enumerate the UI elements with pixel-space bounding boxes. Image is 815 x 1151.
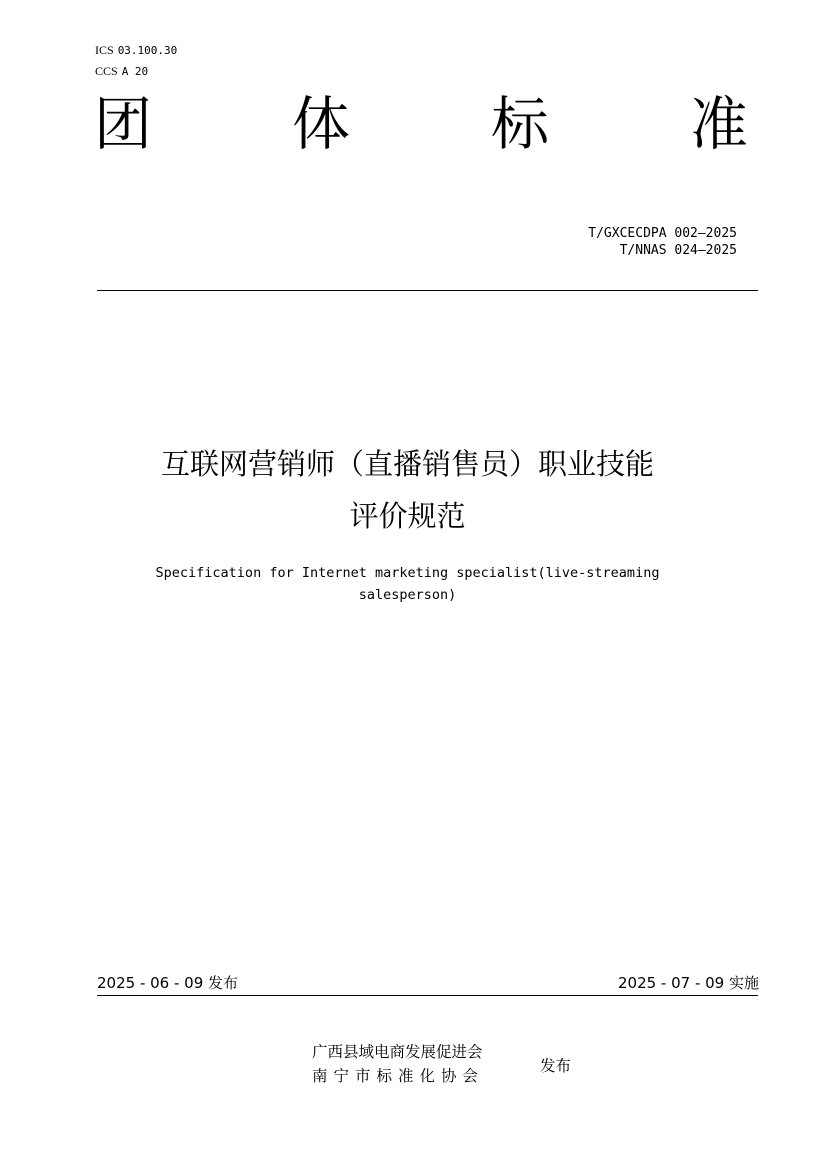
standard-numbers <box>588 225 737 259</box>
header-char-4: 准 <box>690 90 749 158</box>
classification-block <box>95 40 177 82</box>
title-en <box>80 562 735 606</box>
footer-divider <box>97 995 758 996</box>
ics-label: ICS <box>95 43 114 57</box>
ics-line <box>95 40 177 61</box>
ccs-line <box>95 61 177 82</box>
publisher-suffix: 发布 <box>540 1057 572 1075</box>
ccs-label: CCS <box>95 64 118 78</box>
effective-date: 2025 - 07 - 09 实施 <box>617 974 759 992</box>
publisher-org-2: 南宁市标准化协会 <box>312 1067 485 1085</box>
ccs-code: A 20 <box>121 65 149 78</box>
title-zh-line1: 互联网营销师（直播销售员）职业技能 <box>160 447 654 481</box>
header-char-3: 标 <box>491 90 550 158</box>
publisher-orgs <box>312 1040 522 1088</box>
ics-code: 03.100.30 <box>117 44 178 57</box>
title-zh-line2: 评价规范 <box>349 499 466 533</box>
standard-number-1: T/GXCECDPA 002—2025 <box>588 226 737 241</box>
title-en-line1: Specification for Internet marketing specialist(live-streaming <box>155 565 660 581</box>
publisher-org-1: 广西县域电商发展促进会 <box>312 1043 483 1061</box>
header-char-1: 团 <box>94 90 153 158</box>
title-en-line2: salesperson) <box>358 587 457 603</box>
issue-date: 2025 - 06 - 09 发布 <box>97 974 239 992</box>
title-zh <box>60 438 755 542</box>
header-char-2: 体 <box>292 90 351 158</box>
standard-number-2: T/NNAS 024—2025 <box>619 243 737 258</box>
header-divider <box>97 290 758 291</box>
